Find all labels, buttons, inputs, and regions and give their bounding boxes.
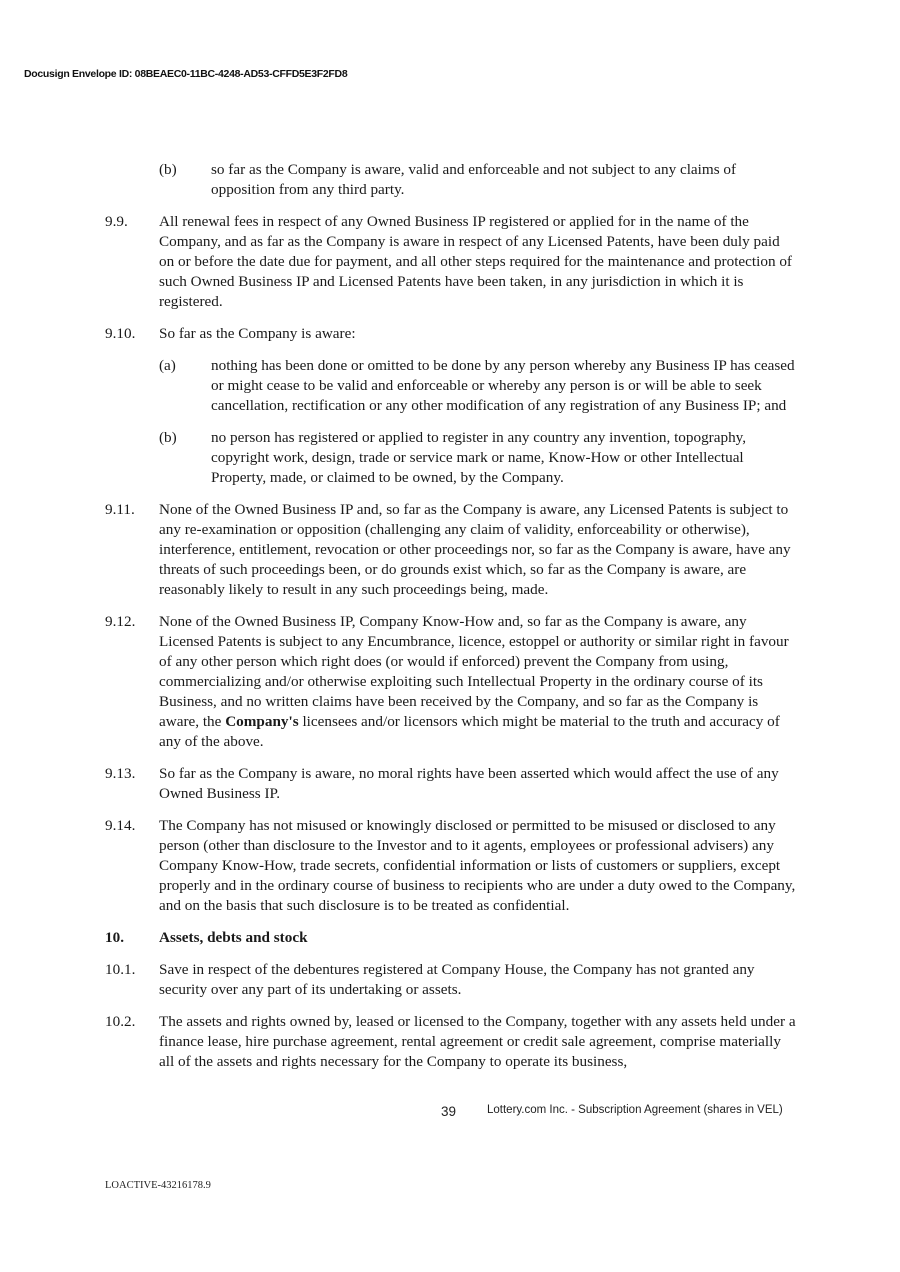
- clause-number: 10.1.: [105, 961, 136, 978]
- clause-number: 9.10.: [105, 325, 136, 342]
- clause-number: 9.13.: [105, 765, 136, 782]
- clause-9-10-b: [105, 428, 797, 488]
- clause-text-bold: Company's: [225, 713, 299, 730]
- clause-number: 10.2.: [105, 1013, 136, 1030]
- clause-text: So far as the Company is aware:: [159, 325, 356, 342]
- footer-document-title: Lottery.com Inc. - Subscription Agreement (shares in VEL): [487, 1104, 783, 1116]
- section-title: Assets, debts and stock: [159, 929, 308, 946]
- section-number: 10.: [105, 929, 124, 946]
- page-number: 39: [441, 1104, 457, 1119]
- clause-text: so far as the Company is aware, valid and enforceable and not subject to any claims of opposition from any third party.: [211, 161, 737, 198]
- clause-text: nothing has been done or omitted to be done by any person whereby any Business IP has ceased or might cease to be valid and enforceable or whereby any person is or will be able to seek cancellation, rectification or any other modification of any registration of any Business IP; and: [211, 357, 795, 414]
- clause-9-9: [105, 212, 797, 312]
- clause-9-14: [105, 816, 797, 916]
- document-reference: LOACTIVE-43216178.9: [105, 1180, 211, 1191]
- docusign-envelope-id: Docusign Envelope ID: 08BEAEC0-11BC-4248-AD53-CFFD5E3F2FD8: [24, 68, 348, 80]
- clause-text: [159, 613, 789, 750]
- clause-text-before: None of the Owned Business IP, Company Know-How and, so far as the Company is aware, any Licensed Patents is subject to any Encumbrance, licence, estoppel or authority or similar right in favour of any other person which right does (or would if enforced) prevent the Company from using, commercializing and/or otherwise exploiting such Intellectual Property in the ordinary course of its Business, and no written claims have been received by the Company, and so far as the Company is aware, the: [159, 613, 789, 730]
- clause-number: (b): [159, 429, 177, 446]
- clause-text: So far as the Company is aware, no moral rights have been asserted which would affect the use of any Owned Business IP.: [159, 765, 779, 802]
- section-heading-10: [105, 928, 797, 948]
- clause-number: (b): [159, 161, 177, 178]
- clause-text-after: licensees and/or licensors which might be material to the truth and accuracy of any of the above.: [159, 713, 780, 750]
- clause-9-10-a: [105, 356, 797, 416]
- clause-10-1: [105, 960, 797, 1000]
- clause-9-8-b: [105, 160, 797, 200]
- clause-10-2: [105, 1012, 797, 1072]
- clause-text: no person has registered or applied to register in any country any invention, topography, copyright work, design, trade or service mark or name, Know-How or other Intellectual Property, made, or claimed to be owned, by the Company.: [211, 429, 747, 486]
- clause-number: 9.9.: [105, 213, 128, 230]
- clause-9-11: [105, 500, 797, 600]
- clause-text: The Company has not misused or knowingly disclosed or permitted to be misused or disclosed to any person (other than disclosure to the Investor and to it agents, employees or professional advisers) any Company Know-How, trade secrets, confidential information or lists of customers or suppliers, except properly and in the ordinary course of business to recipients who are under a duty owed to the Company, and on the basis that such disclosure is to be treated as confidential.: [159, 817, 796, 914]
- clause-9-13: [105, 764, 797, 804]
- clause-number: 9.11.: [105, 501, 135, 518]
- clause-9-12: [105, 612, 797, 752]
- clause-number: (a): [159, 357, 176, 374]
- clause-9-10: [105, 324, 797, 344]
- clause-number: 9.12.: [105, 613, 136, 630]
- document-body: [105, 160, 797, 1084]
- clause-text: All renewal fees in respect of any Owned Business IP registered or applied for in the name of the Company, and as far as the Company is aware in respect of any Licensed Patents, have been duly paid on or before the date due for payment, and all other steps required for the maintenance and protection of such Owned Business IP and Licensed Patents have been taken, in any jurisdiction in which it is registered.: [159, 213, 792, 310]
- clause-text: None of the Owned Business IP and, so far as the Company is aware, any Licensed Patents is subject to any re-examination or opposition (challenging any claim of validity, enforceability or otherwise), interference, entitlement, revocation or other proceedings nor, so far as the Company is aware, have any threats of such proceedings been, or do grounds exist which, so far as the Company is aware, are reasonably likely to result in any such proceedings being, made.: [159, 501, 791, 598]
- clause-text: Save in respect of the debentures registered at Company House, the Company has not granted any security over any part of its undertaking or assets.: [159, 961, 755, 998]
- clause-text: The assets and rights owned by, leased or licensed to the Company, together with any assets held under a finance lease, hire purchase agreement, rental agreement or credit sale agreement, comprise materially all of the assets and rights necessary for the Company to operate its business,: [159, 1013, 796, 1070]
- clause-number: 9.14.: [105, 817, 136, 834]
